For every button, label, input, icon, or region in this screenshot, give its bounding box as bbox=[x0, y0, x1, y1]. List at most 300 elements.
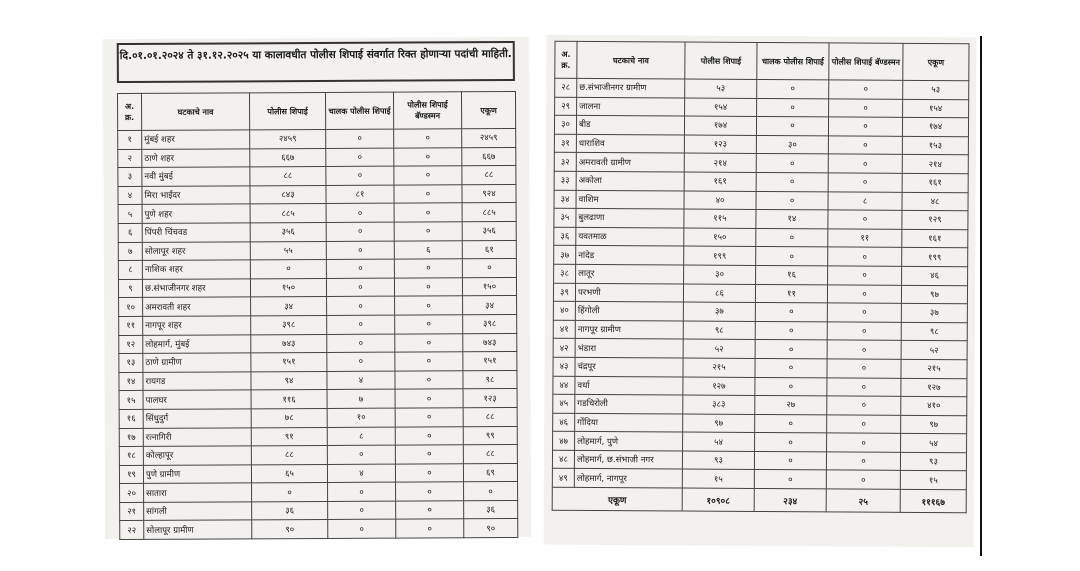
driver-constable-cell: ३० bbox=[756, 135, 828, 154]
serial-cell: १५ bbox=[119, 391, 143, 410]
table-row bbox=[553, 320, 967, 341]
total-cell: ६१ bbox=[462, 240, 516, 259]
bandsman-cell: ० bbox=[396, 519, 464, 538]
total-cell: ७४३ bbox=[463, 333, 517, 352]
total-cell: ४१० bbox=[901, 396, 967, 415]
total-cell: ९७ bbox=[901, 415, 967, 434]
bandsman-cell: ० bbox=[827, 322, 901, 341]
serial-cell: १३ bbox=[119, 354, 143, 373]
police-constable-cell: १५० bbox=[684, 228, 756, 247]
table-row bbox=[118, 128, 516, 149]
unit-name-cell: धाराशिव bbox=[576, 134, 684, 153]
bandsman-cell: ० bbox=[395, 333, 463, 352]
table-row bbox=[555, 97, 969, 118]
header-bandsman: पोलीस शिपाई बॅण्डस्मन bbox=[393, 92, 461, 129]
table-row bbox=[554, 190, 968, 211]
serial-cell: ११ bbox=[119, 316, 143, 335]
police-constable-cell: ९७ bbox=[683, 414, 755, 433]
serial-cell: १२ bbox=[119, 335, 143, 354]
police-constable-cell: ३८३ bbox=[683, 395, 755, 414]
driver-constable-cell: ० bbox=[756, 154, 828, 173]
driver-constable-cell: ० bbox=[757, 98, 829, 117]
table-row bbox=[119, 370, 517, 391]
table-row bbox=[555, 78, 969, 99]
bandsman-cell: ० bbox=[827, 377, 901, 396]
serial-cell: १७ bbox=[119, 428, 143, 447]
serial-cell: ९ bbox=[118, 279, 142, 298]
serial-cell: ३० bbox=[554, 115, 576, 134]
table-row bbox=[553, 394, 967, 415]
table-header-row bbox=[117, 91, 515, 130]
header-unit-name: घटकाचे नाव bbox=[577, 41, 685, 79]
table-header-row bbox=[555, 41, 969, 81]
bandsman-cell: ० bbox=[828, 266, 902, 285]
serial-cell: ३७ bbox=[554, 246, 576, 265]
table-row bbox=[554, 208, 968, 229]
table-row bbox=[553, 339, 967, 360]
driver-constable-cell: ० bbox=[756, 117, 828, 136]
serial-cell: २० bbox=[120, 484, 144, 503]
total-cell: ९३ bbox=[900, 452, 966, 471]
police-constable-cell: २१५ bbox=[683, 358, 755, 377]
total-cell: १५ bbox=[900, 471, 966, 490]
serial-cell: ३ bbox=[118, 168, 142, 187]
driver-constable-cell: ० bbox=[326, 148, 394, 167]
table-row bbox=[553, 413, 967, 434]
header-driver-constable: चालक पोलीस शिपाई bbox=[325, 92, 393, 129]
police-constable-cell: १५१ bbox=[251, 353, 327, 372]
police-constable-cell: ३४ bbox=[251, 297, 327, 316]
total-police-constable: १०९०८ bbox=[682, 488, 754, 511]
total-cell: ६६७ bbox=[462, 147, 516, 166]
bandsman-cell: ० bbox=[828, 247, 902, 266]
bandsman-cell: ० bbox=[394, 222, 462, 241]
bandsman-cell: ० bbox=[394, 259, 462, 278]
driver-constable-cell: ० bbox=[754, 451, 826, 470]
total-cell: २४५९ bbox=[462, 128, 516, 147]
table-row bbox=[554, 115, 968, 136]
unit-name-cell: सोलापूर शहर bbox=[142, 241, 250, 260]
driver-constable-cell: ० bbox=[326, 203, 394, 222]
serial-cell: ३८ bbox=[554, 264, 576, 283]
unit-name-cell: लोहमार्ग, मुंबई bbox=[143, 334, 251, 353]
unit-name-cell: सातारा bbox=[144, 483, 252, 502]
police-constable-cell: ० bbox=[252, 483, 328, 502]
total-cell: १७४ bbox=[902, 118, 968, 137]
unit-name-cell: ठाणे ग्रामीण bbox=[143, 353, 251, 372]
serial-cell: ४० bbox=[553, 301, 575, 320]
table-row bbox=[120, 482, 518, 503]
police-constable-cell: ० bbox=[250, 260, 326, 279]
table-row bbox=[118, 259, 516, 280]
table-row bbox=[119, 445, 517, 466]
total-cell: ३७ bbox=[901, 303, 967, 322]
driver-constable-cell: ० bbox=[327, 296, 395, 315]
police-constable-cell: ८६ bbox=[683, 284, 755, 303]
page-edge-divider bbox=[980, 36, 982, 556]
bandsman-cell: ० bbox=[829, 80, 903, 99]
bandsman-cell: ० bbox=[827, 284, 901, 303]
unit-name-cell: यवतमाळ bbox=[576, 227, 684, 246]
unit-name-cell: ठाणे शहर bbox=[142, 148, 250, 167]
driver-constable-cell: ० bbox=[328, 501, 396, 520]
grand-total-row bbox=[552, 487, 966, 513]
table-row bbox=[119, 463, 517, 484]
bandsman-cell: ० bbox=[828, 173, 902, 192]
total-cell: १५० bbox=[462, 277, 516, 296]
total-bandsman: २५ bbox=[826, 489, 900, 512]
header-serial: अ. क्र. bbox=[117, 93, 141, 130]
unit-name-cell: मिरा भाईंदर bbox=[142, 186, 250, 205]
bandsman-cell: ० bbox=[395, 463, 463, 482]
serial-cell: १ bbox=[118, 130, 142, 149]
police-constable-cell: ३६ bbox=[252, 501, 328, 520]
bandsman-cell: ० bbox=[829, 99, 903, 118]
police-constable-cell: ७८ bbox=[251, 408, 327, 427]
unit-name-cell: परभणी bbox=[575, 283, 683, 302]
bandsman-cell: ८ bbox=[828, 191, 902, 210]
driver-constable-cell: ० bbox=[755, 340, 827, 359]
serial-cell: ४१ bbox=[553, 320, 575, 339]
unit-name-cell: भंडारा bbox=[575, 339, 683, 358]
police-constable-cell: १५ bbox=[682, 469, 754, 488]
bandsman-cell: ० bbox=[394, 166, 462, 185]
total-cell: १६१ bbox=[902, 229, 968, 248]
bandsman-cell: ० bbox=[395, 445, 463, 464]
serial-cell: ४९ bbox=[552, 469, 574, 488]
table-row bbox=[118, 277, 516, 298]
driver-constable-cell: ० bbox=[327, 352, 395, 371]
unit-name-cell: लोहमार्ग, नागपूर bbox=[574, 469, 682, 488]
police-constable-cell: ९४ bbox=[251, 371, 327, 390]
police-constable-cell: ८८ bbox=[251, 446, 327, 465]
total-cell: ३५६ bbox=[462, 221, 516, 240]
serial-cell: १४ bbox=[119, 372, 143, 391]
driver-constable-cell: ० bbox=[755, 377, 827, 396]
serial-cell: २८ bbox=[555, 78, 577, 97]
table-row bbox=[119, 314, 517, 335]
table-row bbox=[553, 301, 967, 322]
table-row bbox=[552, 450, 966, 471]
driver-constable-cell: ० bbox=[327, 315, 395, 334]
table-row bbox=[554, 264, 968, 285]
header-unit-name: घटकाचे नाव bbox=[141, 93, 249, 131]
table-row bbox=[119, 296, 517, 317]
document-title: दि.०१.०१.२०२४ ते ३१.१२.२०२५ या कालावधीत पोलीस शिपाई संवर्गात रिक्त होणाऱ्या पदांची माहिती. bbox=[117, 41, 515, 83]
serial-cell: २ bbox=[118, 149, 142, 168]
table-row bbox=[118, 184, 516, 205]
driver-constable-cell: ० bbox=[754, 470, 826, 489]
table-row bbox=[553, 432, 967, 453]
unit-name-cell: मुंबई शहर bbox=[142, 130, 250, 149]
table-row bbox=[119, 389, 517, 410]
unit-name-cell: सिंधुदुर्ग bbox=[143, 409, 251, 428]
unit-name-cell: पुणे शहर bbox=[142, 204, 250, 223]
bandsman-cell: ० bbox=[396, 501, 464, 520]
driver-constable-cell: ० bbox=[327, 334, 395, 353]
driver-constable-cell: ८१ bbox=[326, 185, 394, 204]
unit-name-cell: हिंगोली bbox=[575, 301, 683, 320]
serial-cell: ४४ bbox=[553, 376, 575, 395]
total-cell: ४८ bbox=[902, 192, 968, 211]
bandsman-cell: ० bbox=[826, 470, 900, 489]
driver-constable-cell: ४ bbox=[327, 371, 395, 390]
table-row bbox=[118, 240, 516, 261]
unit-name-cell: वर्धा bbox=[575, 376, 683, 395]
police-constable-cell: १६१ bbox=[684, 172, 756, 191]
total-label: एकूण bbox=[552, 487, 682, 511]
total-overall: १११६७ bbox=[900, 489, 966, 512]
header-total: एकूण bbox=[903, 43, 969, 80]
police-constable-cell: १९९ bbox=[684, 246, 756, 265]
bandsman-cell: ० bbox=[395, 426, 463, 445]
serial-cell: ३४ bbox=[554, 190, 576, 209]
serial-cell: ४८ bbox=[552, 450, 574, 469]
total-cell: १६१ bbox=[902, 173, 968, 192]
unit-name-cell: वाशिम bbox=[576, 190, 684, 209]
header-driver-constable: चालक पोलीस शिपाई bbox=[757, 42, 829, 79]
total-cell: १२९ bbox=[902, 211, 968, 230]
serial-cell: १८ bbox=[119, 447, 143, 466]
unit-name-cell: नागपूर शहर bbox=[143, 316, 251, 335]
driver-constable-cell: ० bbox=[755, 414, 827, 433]
serial-cell: १० bbox=[119, 298, 143, 317]
serial-cell: ४ bbox=[118, 186, 142, 205]
serial-cell: १९ bbox=[119, 465, 143, 484]
unit-name-cell: बुलढाणा bbox=[576, 209, 684, 228]
police-constable-cell: ८४३ bbox=[250, 185, 326, 204]
unit-name-cell: बीड bbox=[576, 116, 684, 135]
unit-name-cell: अमरावती शहर bbox=[143, 297, 251, 316]
table-row bbox=[118, 221, 516, 242]
header-bandsman: पोलीस शिपाई बॅण्डस्मन bbox=[829, 43, 903, 80]
driver-constable-cell: ० bbox=[755, 321, 827, 340]
total-cell: १९९ bbox=[902, 248, 968, 267]
serial-cell: ३९ bbox=[553, 283, 575, 302]
bandsman-cell: ० bbox=[395, 352, 463, 371]
total-cell: ८८ bbox=[462, 166, 516, 185]
bandsman-cell: ६ bbox=[394, 240, 462, 259]
bandsman-cell: ० bbox=[395, 315, 463, 334]
total-cell: ४६ bbox=[902, 266, 968, 285]
table-row bbox=[554, 153, 968, 174]
unit-name-cell: रायगड bbox=[143, 372, 251, 391]
table-row bbox=[119, 407, 517, 428]
bandsman-cell: ० bbox=[827, 433, 901, 452]
police-constable-cell: ११५ bbox=[684, 209, 756, 228]
total-cell: ३६ bbox=[464, 500, 518, 519]
driver-constable-cell: ४ bbox=[327, 464, 395, 483]
serial-cell: १६ bbox=[119, 409, 143, 428]
police-constable-cell: ३५६ bbox=[250, 222, 326, 241]
police-constable-cell: १२७ bbox=[683, 377, 755, 396]
police-constable-cell: ५३ bbox=[685, 79, 757, 98]
driver-constable-cell: ० bbox=[757, 79, 829, 98]
driver-constable-cell: १४ bbox=[756, 210, 828, 229]
table-row bbox=[118, 203, 516, 224]
unit-name-cell: रत्नागिरी bbox=[143, 427, 251, 446]
bandsman-cell: ० bbox=[395, 408, 463, 427]
total-cell: १२३ bbox=[463, 389, 517, 408]
unit-name-cell: गोंदिया bbox=[575, 413, 683, 432]
unit-name-cell: पालघर bbox=[143, 390, 251, 409]
serial-cell: ३१ bbox=[554, 134, 576, 153]
unit-name-cell: लोहमार्ग, छ.संभाजी नगर bbox=[574, 450, 682, 469]
total-driver-constable: २३४ bbox=[754, 489, 826, 512]
driver-constable-cell: ० bbox=[756, 172, 828, 191]
total-cell: २१५ bbox=[901, 359, 967, 378]
bandsman-cell: ० bbox=[394, 203, 462, 222]
table-row bbox=[552, 469, 966, 490]
serial-cell: ३२ bbox=[554, 153, 576, 172]
total-cell: ५४ bbox=[901, 434, 967, 453]
police-constable-cell: २४५९ bbox=[250, 129, 326, 148]
driver-constable-cell: ० bbox=[326, 166, 394, 185]
serial-cell: ४७ bbox=[553, 432, 575, 451]
police-constable-cell: ३९८ bbox=[251, 315, 327, 334]
table-row bbox=[553, 283, 967, 304]
table-row bbox=[554, 227, 968, 248]
serial-cell: ७ bbox=[118, 242, 142, 261]
table-row bbox=[118, 166, 516, 187]
total-cell: १५३ bbox=[902, 136, 968, 155]
unit-name-cell: कोल्हापूर bbox=[143, 446, 251, 465]
police-constable-cell: ३७ bbox=[683, 302, 755, 321]
bandsman-cell: ० bbox=[828, 136, 902, 155]
unit-name-cell: पुणे ग्रामीण bbox=[143, 465, 251, 484]
total-cell: १५१ bbox=[463, 352, 517, 371]
driver-constable-cell: ० bbox=[756, 247, 828, 266]
total-cell: ६९ bbox=[463, 463, 517, 482]
police-constable-cell: ५२ bbox=[683, 339, 755, 358]
serial-cell: ८ bbox=[118, 261, 142, 280]
total-cell: ८८ bbox=[463, 407, 517, 426]
bandsman-cell: ० bbox=[394, 129, 462, 148]
serial-cell: ३६ bbox=[554, 227, 576, 246]
bandsman-cell: ० bbox=[826, 452, 900, 471]
bandsman-cell: ० bbox=[828, 210, 902, 229]
table-row bbox=[554, 246, 968, 267]
bandsman-cell: ० bbox=[827, 340, 901, 359]
unit-name-cell: अमरावती ग्रामीण bbox=[576, 153, 684, 172]
total-cell: ९८ bbox=[463, 370, 517, 389]
total-cell: ९२४ bbox=[462, 184, 516, 203]
driver-constable-cell: ० bbox=[756, 191, 828, 210]
driver-constable-cell: ७ bbox=[327, 389, 395, 408]
bandsman-cell: ० bbox=[827, 415, 901, 434]
driver-constable-cell: ० bbox=[327, 445, 395, 464]
driver-constable-cell: ० bbox=[755, 358, 827, 377]
serial-cell: ६ bbox=[118, 223, 142, 242]
total-cell: १२७ bbox=[901, 378, 967, 397]
serial-cell: २९ bbox=[555, 97, 577, 116]
driver-constable-cell: ० bbox=[328, 482, 396, 501]
total-cell: ८८ bbox=[463, 445, 517, 464]
unit-name-cell: गडचिरोली bbox=[575, 394, 683, 413]
header-police-constable: पोलीस शिपाई bbox=[685, 42, 757, 79]
police-constable-cell: ५५ bbox=[250, 241, 326, 260]
unit-name-cell: नागपूर ग्रामीण bbox=[575, 320, 683, 339]
total-cell: ५३ bbox=[903, 80, 969, 99]
driver-constable-cell: ० bbox=[326, 129, 394, 148]
driver-constable-cell: ० bbox=[328, 520, 396, 539]
unit-name-cell: नवी मुंबई bbox=[142, 167, 250, 186]
serial-cell: ४२ bbox=[553, 339, 575, 358]
left-document-page bbox=[103, 37, 532, 539]
police-constable-cell: ४० bbox=[684, 191, 756, 210]
police-constable-cell: १५० bbox=[250, 278, 326, 297]
serial-cell: ३३ bbox=[554, 171, 576, 190]
bandsman-cell: ० bbox=[828, 117, 902, 136]
unit-name-cell: पिंपरी चिंचवड bbox=[142, 223, 250, 242]
total-cell: ३४ bbox=[463, 296, 517, 315]
table-row bbox=[553, 376, 967, 397]
police-constable-cell: ६६७ bbox=[250, 148, 326, 167]
driver-constable-cell: २७ bbox=[755, 396, 827, 415]
header-total: एकूण bbox=[461, 91, 515, 128]
bandsman-cell: ० bbox=[395, 296, 463, 315]
driver-constable-cell: ० bbox=[755, 303, 827, 322]
unit-name-cell: सांगली bbox=[144, 502, 252, 521]
bandsman-cell: ० bbox=[827, 303, 901, 322]
police-constable-cell: ८८ bbox=[250, 167, 326, 186]
serial-cell: ४६ bbox=[553, 413, 575, 432]
police-constable-cell: ३० bbox=[684, 265, 756, 284]
total-cell: ५२ bbox=[901, 341, 967, 360]
bandsman-cell: ० bbox=[827, 359, 901, 378]
table-row bbox=[118, 147, 516, 168]
total-cell: ३९८ bbox=[463, 314, 517, 333]
bandsman-cell: ० bbox=[394, 277, 462, 296]
table-row bbox=[119, 333, 517, 354]
total-cell: ९९ bbox=[463, 426, 517, 445]
police-constable-cell: १७४ bbox=[684, 116, 756, 135]
total-cell: १५४ bbox=[903, 99, 969, 118]
total-cell: ९० bbox=[464, 519, 518, 538]
unit-name-cell: लोहमार्ग, पुणे bbox=[575, 432, 683, 451]
bandsman-cell: ० bbox=[394, 185, 462, 204]
total-cell: ८८५ bbox=[462, 203, 516, 222]
police-constable-cell: १२३ bbox=[684, 135, 756, 154]
total-cell: ९८ bbox=[901, 322, 967, 341]
police-constable-cell: ९० bbox=[252, 520, 328, 539]
serial-cell: ४३ bbox=[553, 357, 575, 376]
police-constable-cell: ९१ bbox=[251, 427, 327, 446]
unit-name-cell: छ.संभाजीनगर शहर bbox=[142, 279, 250, 298]
driver-constable-cell: १६ bbox=[756, 265, 828, 284]
serial-cell: २२ bbox=[120, 521, 144, 540]
table-row bbox=[119, 352, 517, 373]
police-constable-cell: ९३ bbox=[682, 451, 754, 470]
police-constable-cell: ७४३ bbox=[251, 334, 327, 353]
unit-name-cell: लातूर bbox=[576, 264, 684, 283]
police-constable-cell: ६५ bbox=[251, 464, 327, 483]
total-cell: ० bbox=[462, 259, 516, 278]
driver-constable-cell: ० bbox=[756, 228, 828, 247]
table-row bbox=[120, 500, 518, 521]
driver-constable-cell: ० bbox=[326, 222, 394, 241]
total-cell: ० bbox=[464, 482, 518, 501]
police-constable-cell: ८८५ bbox=[250, 204, 326, 223]
driver-constable-cell: ० bbox=[326, 278, 394, 297]
header-serial: अ. क्र. bbox=[555, 41, 577, 78]
table-row bbox=[553, 357, 967, 378]
driver-constable-cell: ११ bbox=[755, 284, 827, 303]
bandsman-cell: ० bbox=[828, 154, 902, 173]
bandsman-cell: ० bbox=[827, 396, 901, 415]
serial-cell: ४५ bbox=[553, 394, 575, 413]
bandsman-cell: ० bbox=[395, 389, 463, 408]
